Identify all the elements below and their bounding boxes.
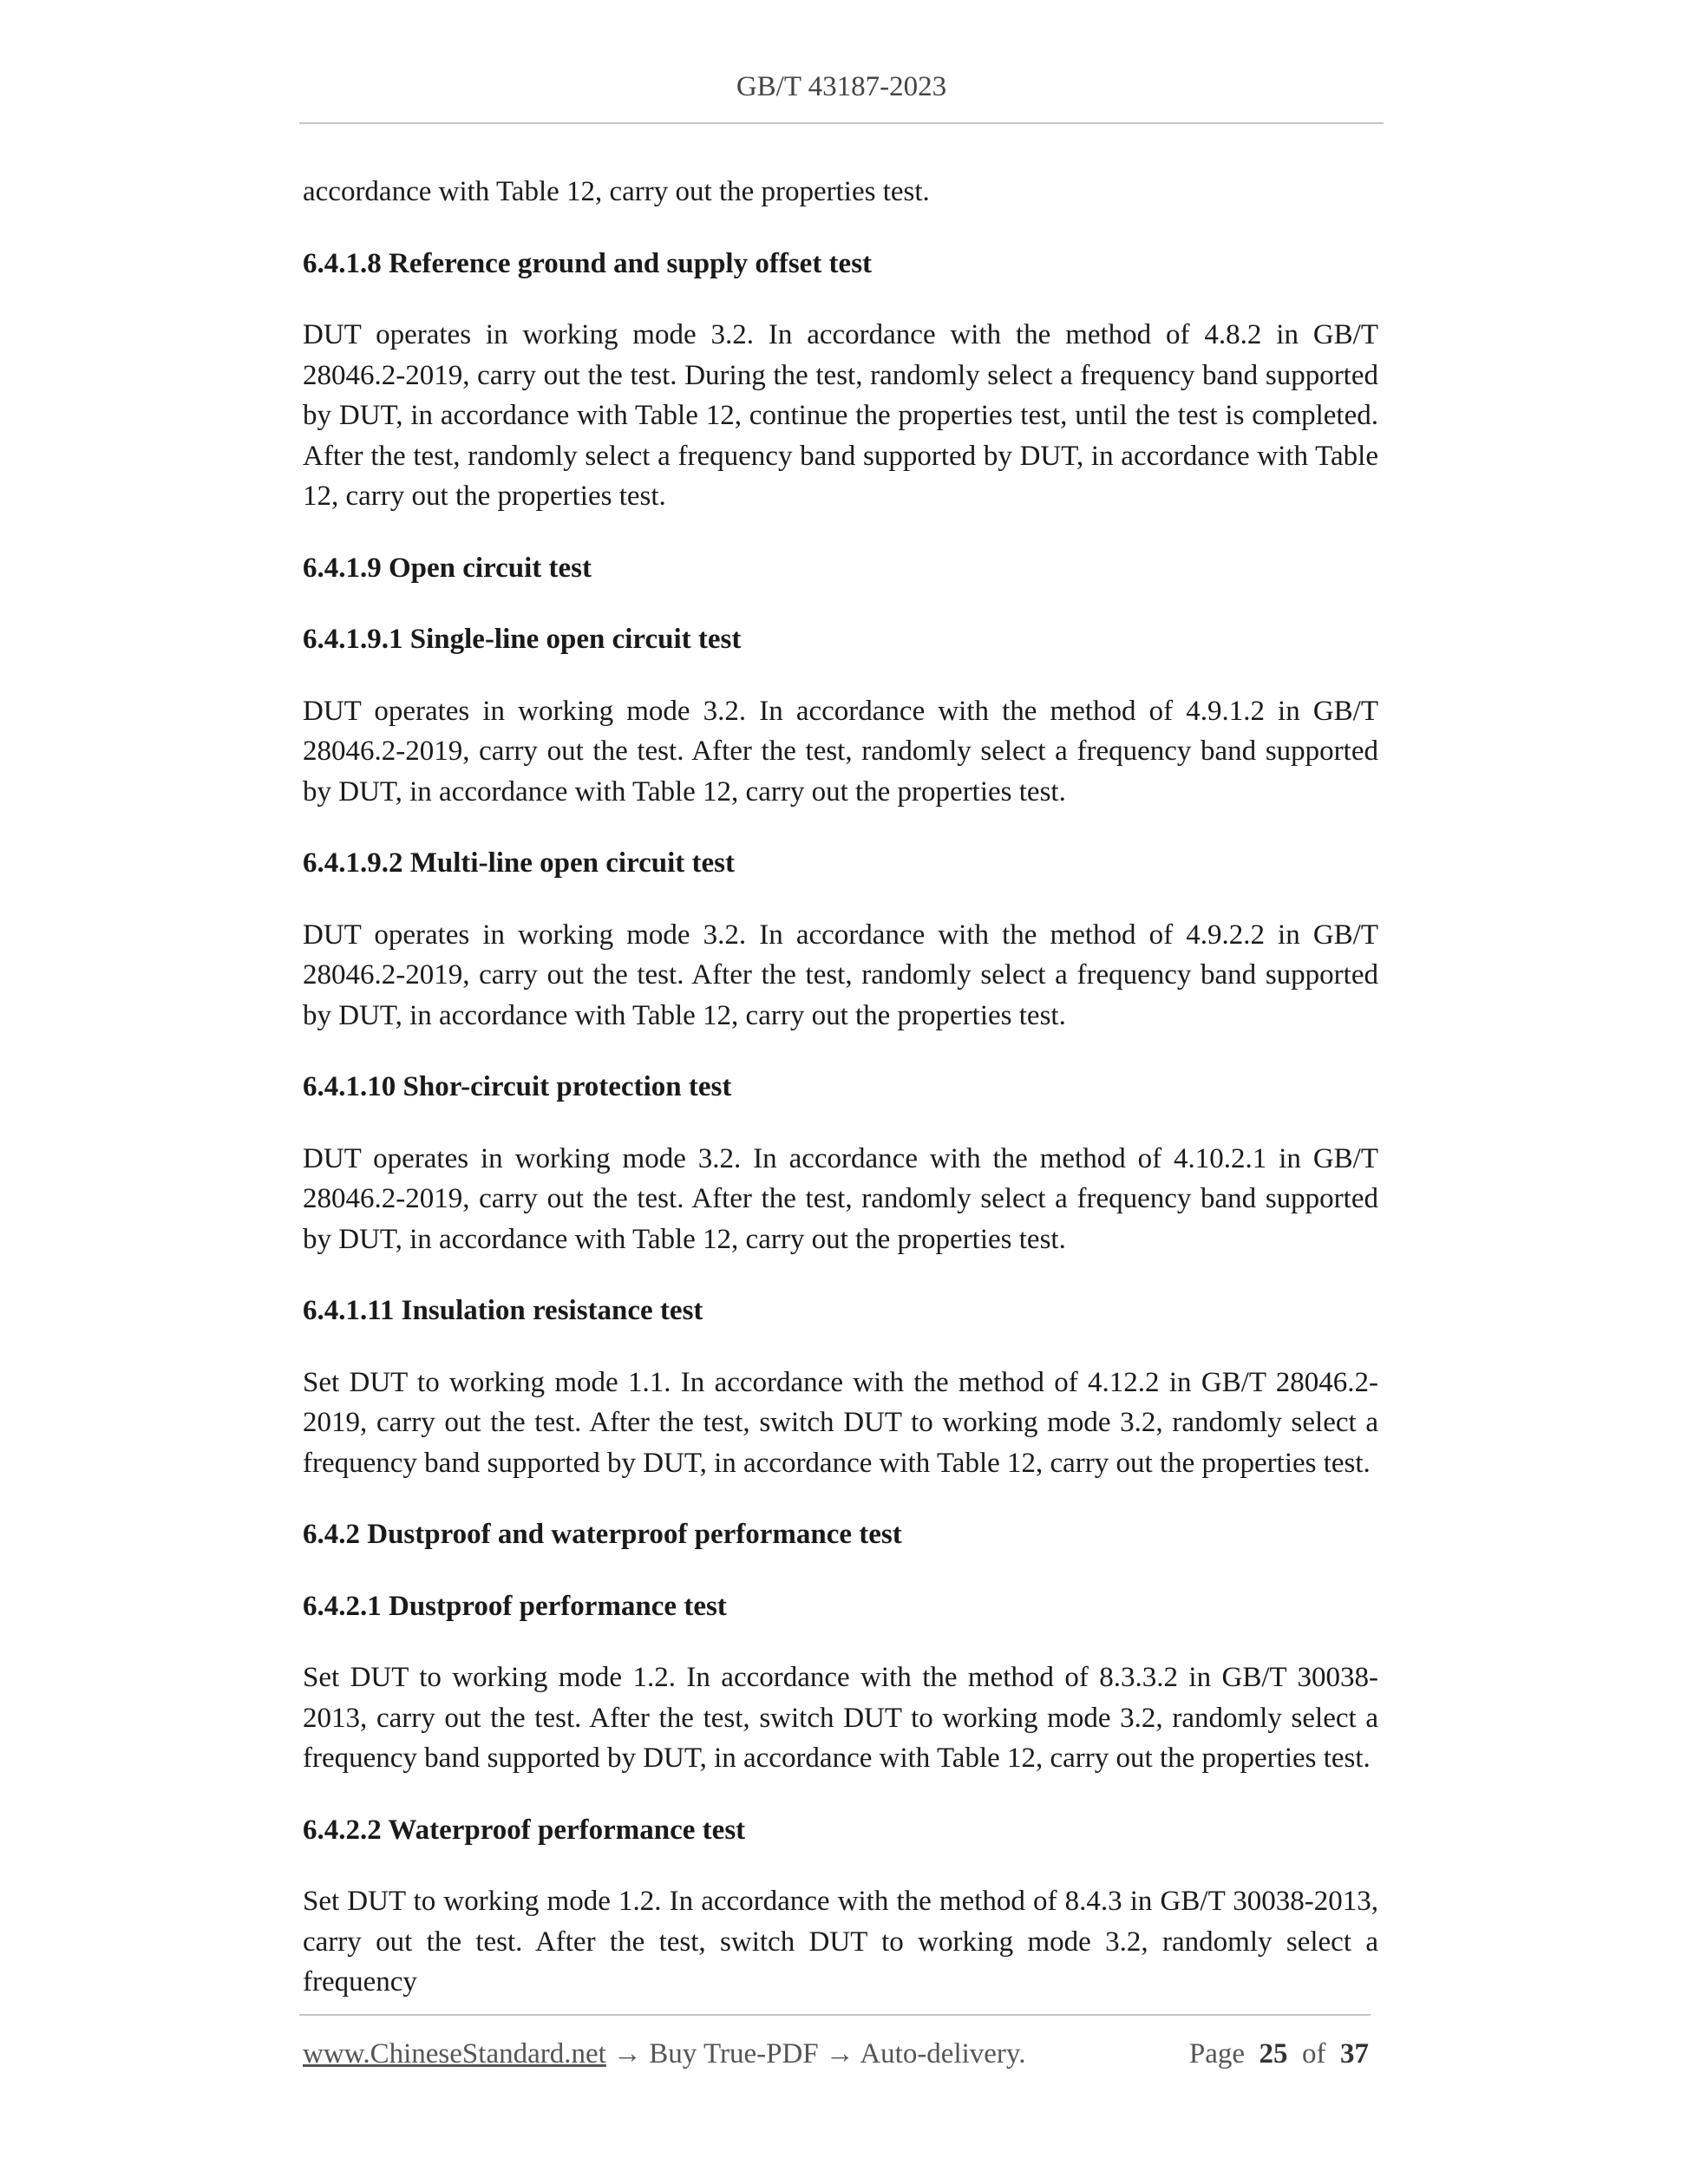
paragraph-6-4-1-11: Set DUT to working mode 1.1. In accordance with the method of 4.12.2 in GB/T 28046.2-2019, carry out the test. After the test, switch DUT to working mode 3.2, randomly select a frequency band supported by DUT, in accordance with Table 12, carry out the properties test. [303,1366,1378,1479]
section-heading-6-4-2: 6.4.2 Dustproof and waterproof performance test [303,1519,902,1550]
paragraph-6-4-1-9-1: DUT operates in working mode 3.2. In accordance with the method of 4.9.1.2 in GB/T 28046.2-2019, carry out the test. After the test, randomly select a frequency band supported by DUT, in accordance with Table 12, carry out the properties test. [303,695,1378,808]
paragraph-6-4-1-8: DUT operates in working mode 3.2. In accordance with the method of 4.8.2 in GB/T 28046.2-2019, carry out the test. During the test, randomly select a frequency band supported by DUT, in accordance with Table 12, continue the properties test, until the test is completed. After the test, randomly select a frequency band supported by DUT, in accordance with Table 12, carry out the properties test. [303,319,1378,512]
delivery-text: Auto-delivery. [860,2038,1026,2070]
buy-text: Buy True-PDF [649,2038,819,2070]
section-heading-6-4-1-8: 6.4.1.8 Reference ground and supply offset test [303,247,873,279]
paragraph-6-4-2-2: Set DUT to working mode 1.2. In accordance with the method of 8.4.3 in GB/T 30038-2013, carry out the test. After the test, switch DUT to working mode 3.2, randomly select a frequency [303,1886,1378,1998]
paragraph-continuation: accordance with Table 12, carry out the properties test. [303,176,930,207]
arrow-icon: → [605,2038,650,2070]
section-heading-6-4-2-2: 6.4.2.2 Waterproof performance test [303,1814,746,1846]
page-current: 25 [1259,2038,1288,2070]
section-heading-6-4-1-11: 6.4.1.11 Insulation resistance test [303,1295,703,1326]
page-total: 37 [1340,2038,1369,2070]
paragraph-6-4-1-9-2: DUT operates in working mode 3.2. In accordance with the method of 4.9.2.2 in GB/T 28046.2-2019, carry out the test. After the test, randomly select a frequency band supported by DUT, in accordance with Table 12, carry out the properties test. [303,919,1378,1031]
section-heading-6-4-1-9-2: 6.4.1.9.2 Multi-line open circuit test [303,847,735,879]
header-divider [299,122,1384,124]
arrow-icon: → [818,2038,860,2070]
section-heading-6-4-1-9: 6.4.1.9 Open circuit test [303,552,592,584]
section-heading-6-4-2-1: 6.4.2.1 Dustproof performance test [303,1590,727,1622]
footer-promo [303,2034,1026,2074]
section-heading-6-4-1-9-1: 6.4.1.9.1 Single-line open circuit test [303,624,742,655]
page-number [1189,2034,1369,2074]
section-heading-6-4-1-10: 6.4.1.10 Shor-circuit protection test [303,1071,732,1102]
site-link[interactable]: www.ChineseStandard.net [303,2038,606,2070]
page-header-title: GB/T 43187-2023 [736,71,947,102]
page-label: Page [1188,2038,1245,2070]
paragraph-6-4-1-10: DUT operates in working mode 3.2. In accordance with the method of 4.10.2.1 in GB/T 28046.2-2019, carry out the test. After the test, randomly select a frequency band supported by DUT, in accordance with Table 12, carry out the properties test. [303,1142,1378,1255]
document-body [303,172,1378,2034]
paragraph-6-4-2-1: Set DUT to working mode 1.2. In accordance with the method of 8.3.3.2 in GB/T 30038-2013, carry out the test. After the test, switch DUT to working mode 3.2, randomly select a frequency band supported by DUT, in accordance with Table 12, carry out the properties test. [303,1662,1378,1774]
footer-divider [299,2014,1371,2016]
of-label: of [1302,2038,1326,2070]
